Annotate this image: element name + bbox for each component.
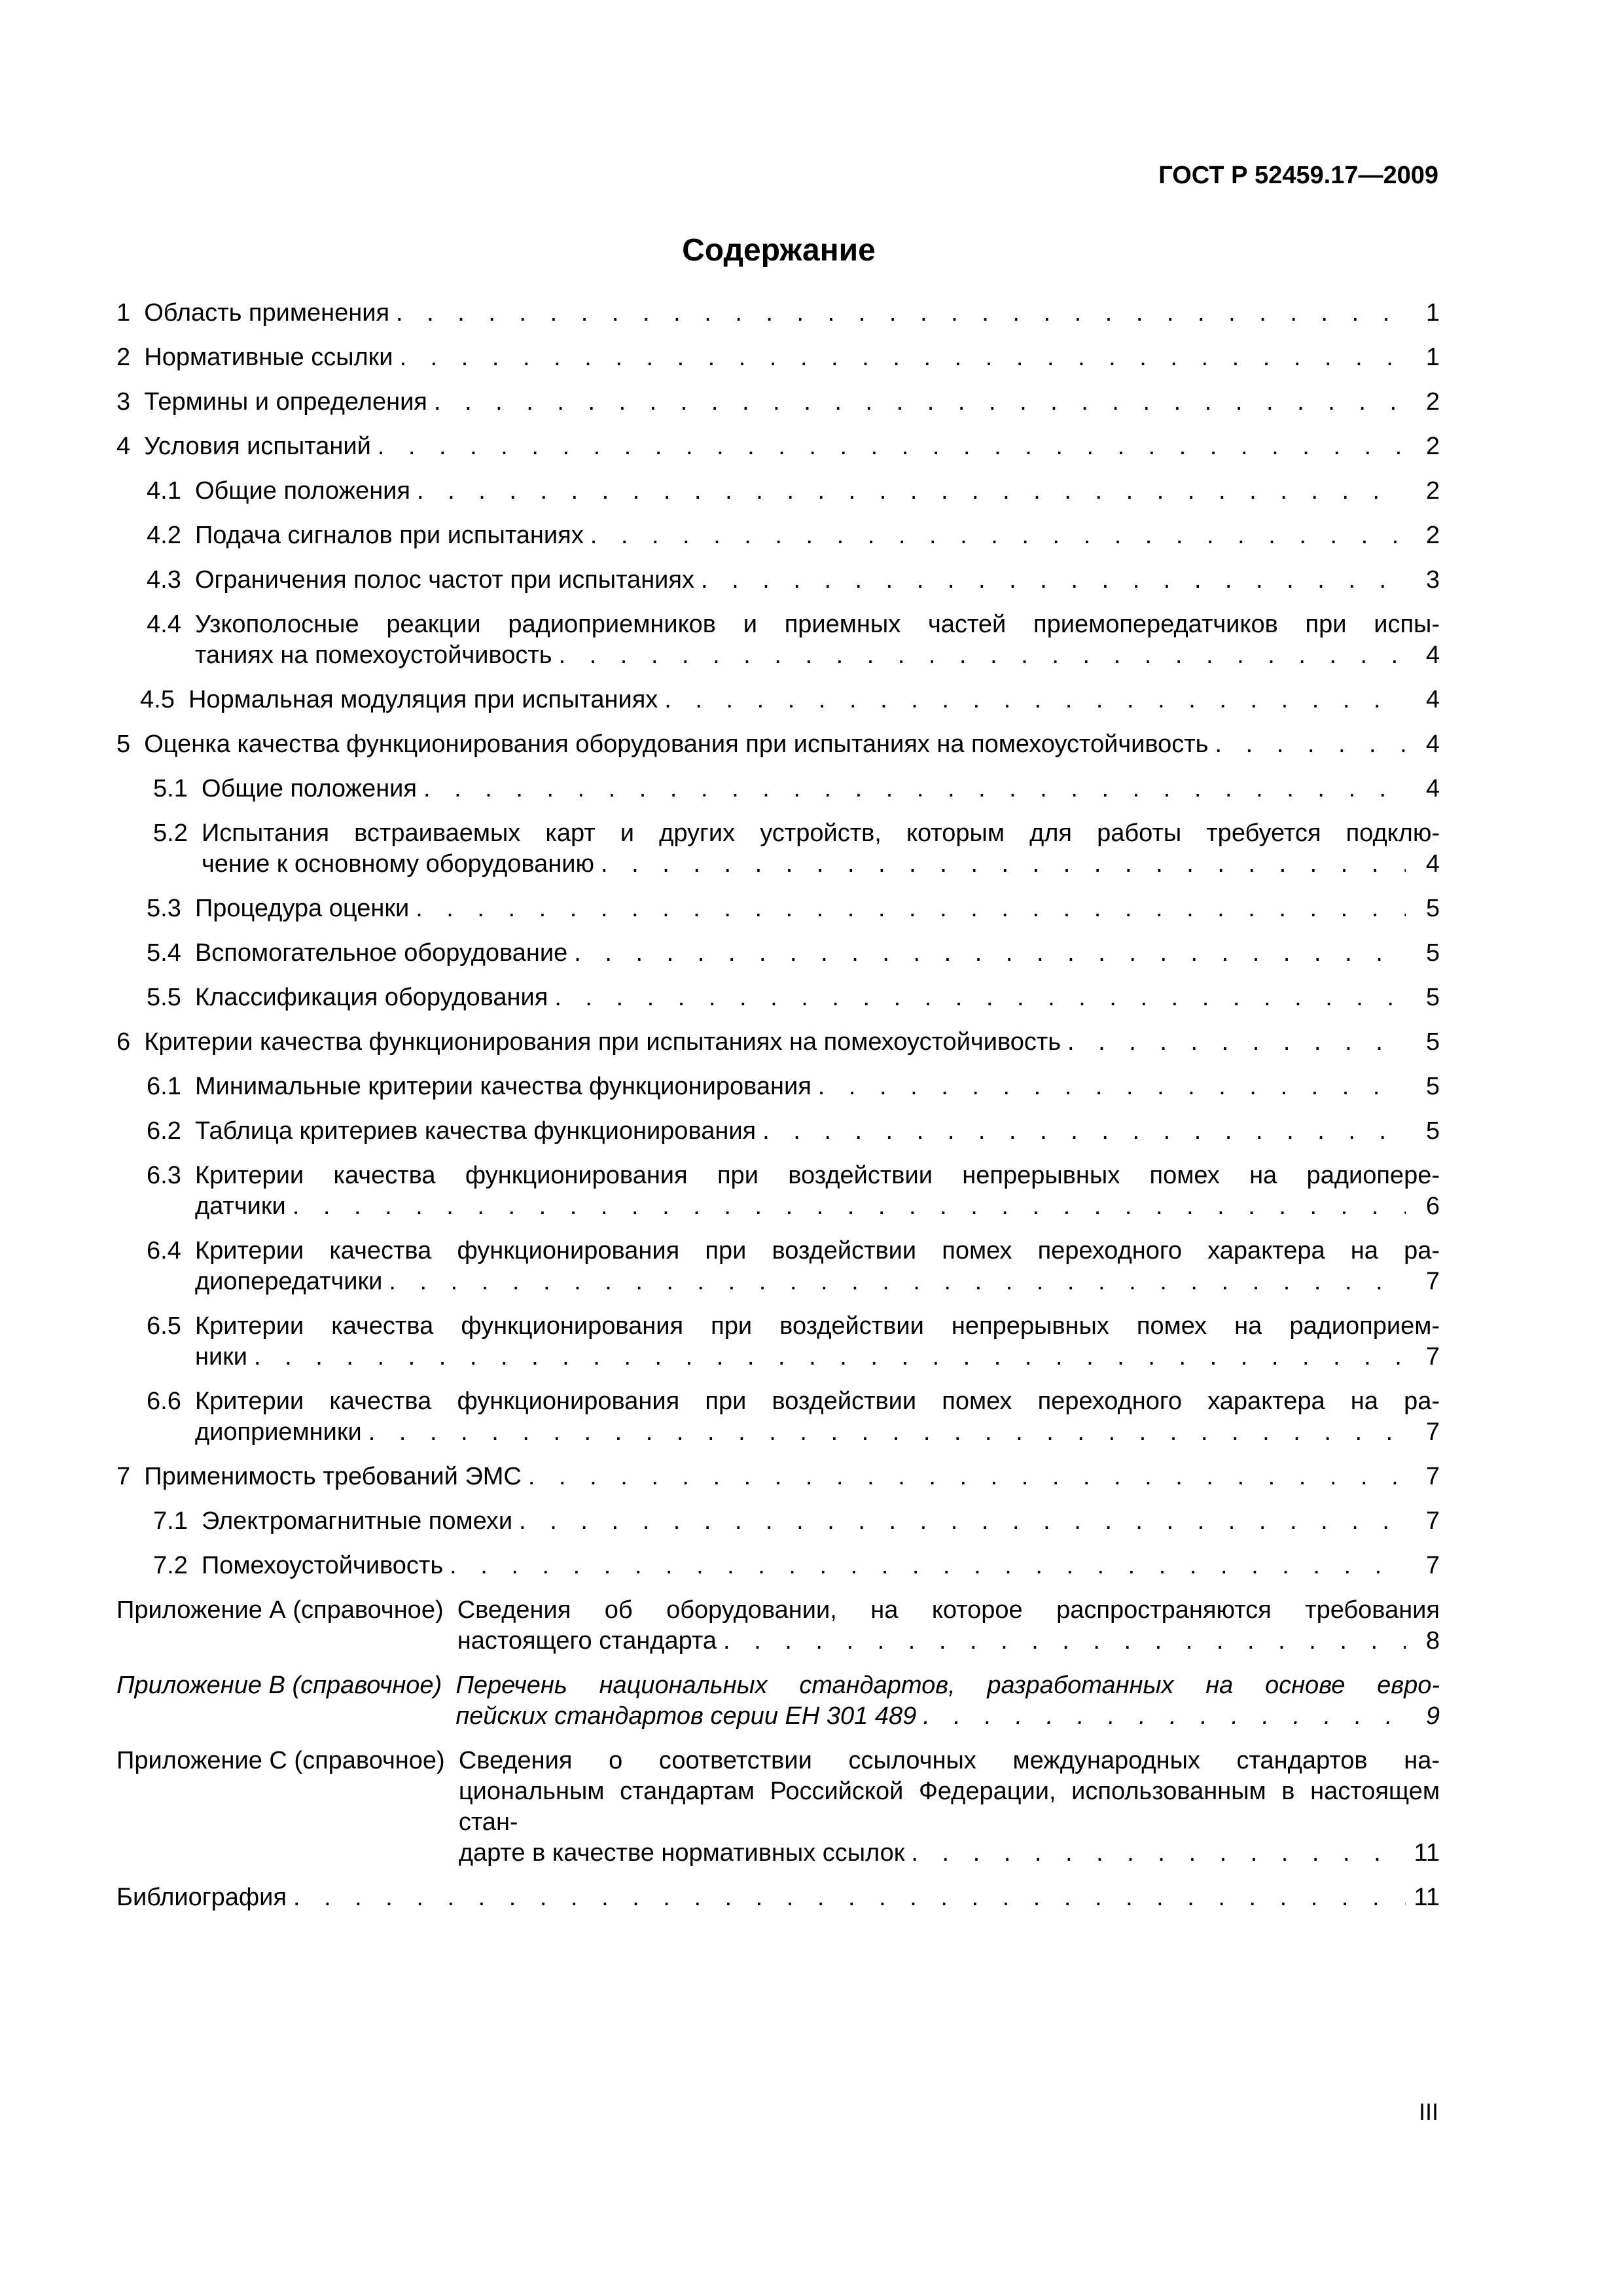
toc-entry-page: 2 xyxy=(1425,522,1440,549)
dot-leader xyxy=(574,938,1406,969)
toc-entry-text-line: пейских стандартов серии ЕН 301 489 xyxy=(455,1702,917,1730)
dot-leader xyxy=(911,1838,1406,1869)
dot-leader xyxy=(416,893,1406,924)
toc-entry-page: 5 xyxy=(1425,1117,1440,1145)
toc-entry-page: 9 xyxy=(1425,1702,1440,1730)
toc-entry-number: 7 xyxy=(116,1463,145,1490)
toc-entry[interactable] xyxy=(116,1595,1440,1657)
toc-entry-text-line: Сведения об оборудовании, на которое распространяются требования xyxy=(457,1596,1440,1624)
toc-entry-number: Приложение В (справочное) xyxy=(116,1672,456,1699)
dot-leader xyxy=(723,1626,1406,1657)
dot-leader xyxy=(559,640,1406,671)
toc-entry-page: 4 xyxy=(1425,641,1440,669)
toc-entry[interactable] xyxy=(116,1746,1440,1869)
toc-entry[interactable] xyxy=(116,1236,1440,1297)
toc-entry-text-line: диоприемники xyxy=(194,1418,362,1446)
dot-leader xyxy=(417,476,1406,507)
toc-entry-text-line: настоящего стандарта xyxy=(457,1627,717,1655)
toc-entry-text-line: Нормативные ссылки xyxy=(144,344,393,371)
toc-entry-number: 6.2 xyxy=(147,1117,195,1145)
toc-entry-text-line: Применимость требований ЭМС xyxy=(144,1463,522,1490)
toc-entry[interactable] xyxy=(116,609,1440,671)
toc-title: Содержание xyxy=(682,233,876,268)
dot-leader xyxy=(434,387,1406,418)
toc-entry[interactable] xyxy=(116,1670,1440,1732)
toc-entry-number: 3 xyxy=(116,388,145,416)
toc-entry-text-line: Электромагнитные помехи xyxy=(201,1507,513,1535)
dot-leader xyxy=(762,1116,1406,1147)
toc-entry-text-line: диопередатчики xyxy=(194,1268,383,1295)
toc-entry[interactable] xyxy=(116,1551,1440,1581)
toc-entry-text-line: дарте в качестве нормативных ссылок xyxy=(458,1839,905,1867)
dot-leader xyxy=(293,1882,1406,1913)
toc-entry[interactable] xyxy=(116,298,1440,329)
toc-entry-number: 6 xyxy=(116,1028,145,1056)
toc-entry[interactable] xyxy=(116,1506,1440,1537)
toc-entry-number: 4.2 xyxy=(147,522,195,549)
toc-entry-text-line: Классификация оборудования xyxy=(194,984,548,1011)
toc-entry-text-line: Нормальная модуляция при испытаниях xyxy=(188,686,658,713)
dot-leader xyxy=(450,1551,1406,1581)
toc-entry-page: 11 xyxy=(1414,1839,1440,1867)
toc-entry-page: 2 xyxy=(1425,477,1440,505)
toc-entry[interactable] xyxy=(116,685,1440,715)
toc-entry[interactable] xyxy=(116,431,1440,462)
toc-entry-number: 5.3 xyxy=(147,895,195,922)
toc-entry-page: 7 xyxy=(1425,1418,1440,1446)
toc-entry-page: 6 xyxy=(1425,1193,1440,1220)
toc-entry-number: 4.4 xyxy=(147,611,195,638)
toc-entry[interactable] xyxy=(116,893,1440,924)
dot-leader xyxy=(1067,1027,1406,1058)
toc-entry-text-line: Критерии качества функционирования при воздействии помех переходного характера на ра- xyxy=(194,1237,1440,1265)
toc-entry-number: 7.1 xyxy=(153,1507,202,1535)
toc-entry[interactable] xyxy=(116,565,1440,596)
toc-entry-page: 5 xyxy=(1425,1028,1440,1056)
toc-entry[interactable] xyxy=(116,729,1440,760)
toc-entry-text-line: Условия испытаний xyxy=(144,433,371,460)
toc-entry-number: 5.4 xyxy=(147,939,195,967)
toc-entry-number: 5.2 xyxy=(153,819,202,847)
toc-entry-page: 4 xyxy=(1425,850,1440,878)
toc-entry-number: 1 xyxy=(116,299,145,327)
toc-entry[interactable] xyxy=(116,476,1440,507)
toc-entry[interactable] xyxy=(116,342,1440,373)
toc-entry-number: 6.5 xyxy=(147,1312,195,1340)
toc-entry-number: 5.1 xyxy=(153,775,202,802)
toc-entry-text-line: Оценка качества функционирования оборудования при испытаниях на помехоустойчивость xyxy=(144,730,1209,758)
toc-entry-page: 2 xyxy=(1425,388,1440,416)
toc-entry-number: 4.1 xyxy=(147,477,195,505)
toc-entry-page: 4 xyxy=(1425,686,1440,713)
dot-leader xyxy=(400,342,1406,373)
toc-entry-text-line: Критерии качества функционирования при испытаниях на помехоустойчивость xyxy=(144,1028,1061,1056)
toc-entry-page: 11 xyxy=(1414,1884,1440,1911)
toc-entry[interactable] xyxy=(116,1311,1440,1372)
toc-entry-text-line: Процедура оценки xyxy=(194,895,410,922)
dot-leader xyxy=(923,1701,1406,1732)
toc-entry-page: 1 xyxy=(1425,299,1440,327)
toc-entry[interactable] xyxy=(116,1160,1440,1222)
toc-entry-page: 5 xyxy=(1425,984,1440,1011)
toc-entry-text-line: циональным стандартам Российской Федерации, использованным в настоящем стан- xyxy=(458,1778,1440,1836)
dot-leader xyxy=(818,1071,1406,1102)
dot-leader xyxy=(590,520,1406,551)
toc-entry-number: 6.1 xyxy=(147,1073,195,1100)
dot-leader xyxy=(368,1417,1406,1448)
toc-entry-number: 4.3 xyxy=(147,566,195,594)
toc-entry-number: 6.6 xyxy=(147,1388,195,1415)
toc-entry-text-line: Критерии качества функционирования при воздействии помех переходного характера на ра- xyxy=(194,1388,1440,1415)
dot-leader xyxy=(389,1266,1406,1297)
dot-leader xyxy=(254,1342,1406,1372)
toc-entry-text-line: Вспомогательное оборудование xyxy=(194,939,568,967)
toc-entry-number: Приложение С (справочное) xyxy=(116,1747,459,1774)
toc-entry-number: 6.3 xyxy=(147,1162,195,1189)
toc-entry-page: 4 xyxy=(1425,775,1440,802)
dot-leader xyxy=(519,1506,1406,1537)
toc-entry-text-line: Критерии качества функционирования при воздействии непрерывных помех на радиоприем- xyxy=(194,1312,1440,1340)
toc-entry[interactable] xyxy=(116,1386,1440,1448)
toc-entry-number: 2 xyxy=(116,344,145,371)
toc-entry[interactable] xyxy=(116,818,1440,880)
dot-leader xyxy=(601,849,1406,880)
dot-leader xyxy=(1215,729,1406,760)
toc-entry-page: 5 xyxy=(1425,895,1440,922)
dot-leader xyxy=(423,774,1406,804)
dot-leader xyxy=(396,298,1406,329)
toc-entry-page: 5 xyxy=(1425,939,1440,967)
toc-entry-text-line: ники xyxy=(194,1343,248,1371)
toc-entry-text-line: Таблица критериев качества функционирования xyxy=(194,1117,757,1145)
toc-entry-text-line: Помехоустойчивость xyxy=(201,1552,444,1579)
dot-leader xyxy=(664,685,1406,715)
toc-entry-page: 7 xyxy=(1425,1552,1440,1579)
page-number: III xyxy=(1418,2098,1438,2125)
document-code: ГОСТ Р 52459.17—2009 xyxy=(1158,162,1438,189)
dot-leader xyxy=(528,1462,1406,1492)
toc-entry[interactable] xyxy=(116,1027,1440,1058)
toc-entry-number: 6.4 xyxy=(147,1237,195,1265)
toc-entry-number: Приложение А (справочное) xyxy=(116,1596,457,1624)
toc-entry-text-line: Критерии качества функционирования при воздействии непрерывных помех на радиопере- xyxy=(194,1162,1440,1189)
toc-entry-page: 8 xyxy=(1425,1627,1440,1655)
toc-entry[interactable] xyxy=(116,1116,1440,1147)
toc-entry[interactable] xyxy=(116,982,1440,1013)
toc-entry[interactable] xyxy=(116,1462,1440,1492)
toc-entry[interactable] xyxy=(116,938,1440,969)
toc-entry[interactable] xyxy=(116,774,1440,804)
dot-leader xyxy=(554,982,1406,1013)
toc-entry-page: 4 xyxy=(1425,730,1440,758)
toc-entry-text-line: Общие положения xyxy=(201,775,417,802)
toc-entry-number: 5.5 xyxy=(147,984,195,1011)
toc-entry-text-line: таниях на помехоустойчивость xyxy=(194,641,552,669)
toc-entry[interactable] xyxy=(116,1071,1440,1102)
toc-entry-text-line: Термины и определения xyxy=(144,388,427,416)
toc-entry-text-line: Ограничения полос частот при испытаниях xyxy=(194,566,694,594)
toc-entry-number: 7.2 xyxy=(153,1552,202,1579)
toc-entry-text-line: Испытания встраиваемых карт и других устройств, которым для работы требуется подклю- xyxy=(201,819,1440,847)
dot-leader xyxy=(293,1191,1406,1222)
toc-entry-page: 5 xyxy=(1425,1073,1440,1100)
toc-entry-page: 7 xyxy=(1425,1268,1440,1295)
dot-leader xyxy=(378,431,1406,462)
dot-leader xyxy=(701,565,1406,596)
toc-entry-text-line: Сведения о соответствии ссылочных международных стандартов на- xyxy=(458,1747,1440,1774)
toc-entry-text-line: датчики xyxy=(194,1193,286,1220)
toc-entry-page: 7 xyxy=(1425,1463,1440,1490)
toc-entry-page: 3 xyxy=(1425,566,1440,594)
toc-entry[interactable] xyxy=(116,387,1440,418)
toc-entry-text-line: чение к основному оборудованию xyxy=(201,850,595,878)
toc-entry-text-line: Узкополосные реакции радиоприемников и приемных частей приемопередатчиков при испы- xyxy=(194,611,1440,638)
toc-entry[interactable] xyxy=(116,520,1440,551)
toc-entry-page: 2 xyxy=(1425,433,1440,460)
table-of-contents xyxy=(116,298,1440,1927)
toc-entry-page: 1 xyxy=(1425,344,1440,371)
toc-entry-number: 4.5 xyxy=(140,686,188,713)
toc-entry-page: 7 xyxy=(1425,1507,1440,1535)
toc-entry-text-line: Библиография xyxy=(116,1884,287,1911)
toc-entry-text-line: Минимальные критерии качества функционирования xyxy=(194,1073,812,1100)
toc-entry-number: 5 xyxy=(116,730,145,758)
toc-entry-text-line: Перечень национальных стандартов, разработанных на основе евро- xyxy=(455,1672,1440,1699)
toc-entry-text-line: Общие положения xyxy=(194,477,410,505)
toc-entry-number: 4 xyxy=(116,433,145,460)
toc-entry-page: 7 xyxy=(1425,1343,1440,1371)
toc-entry-text-line: Область применения xyxy=(144,299,390,327)
toc-entry-text-line: Подача сигналов при испытаниях xyxy=(194,522,584,549)
toc-entry[interactable] xyxy=(116,1882,1440,1913)
